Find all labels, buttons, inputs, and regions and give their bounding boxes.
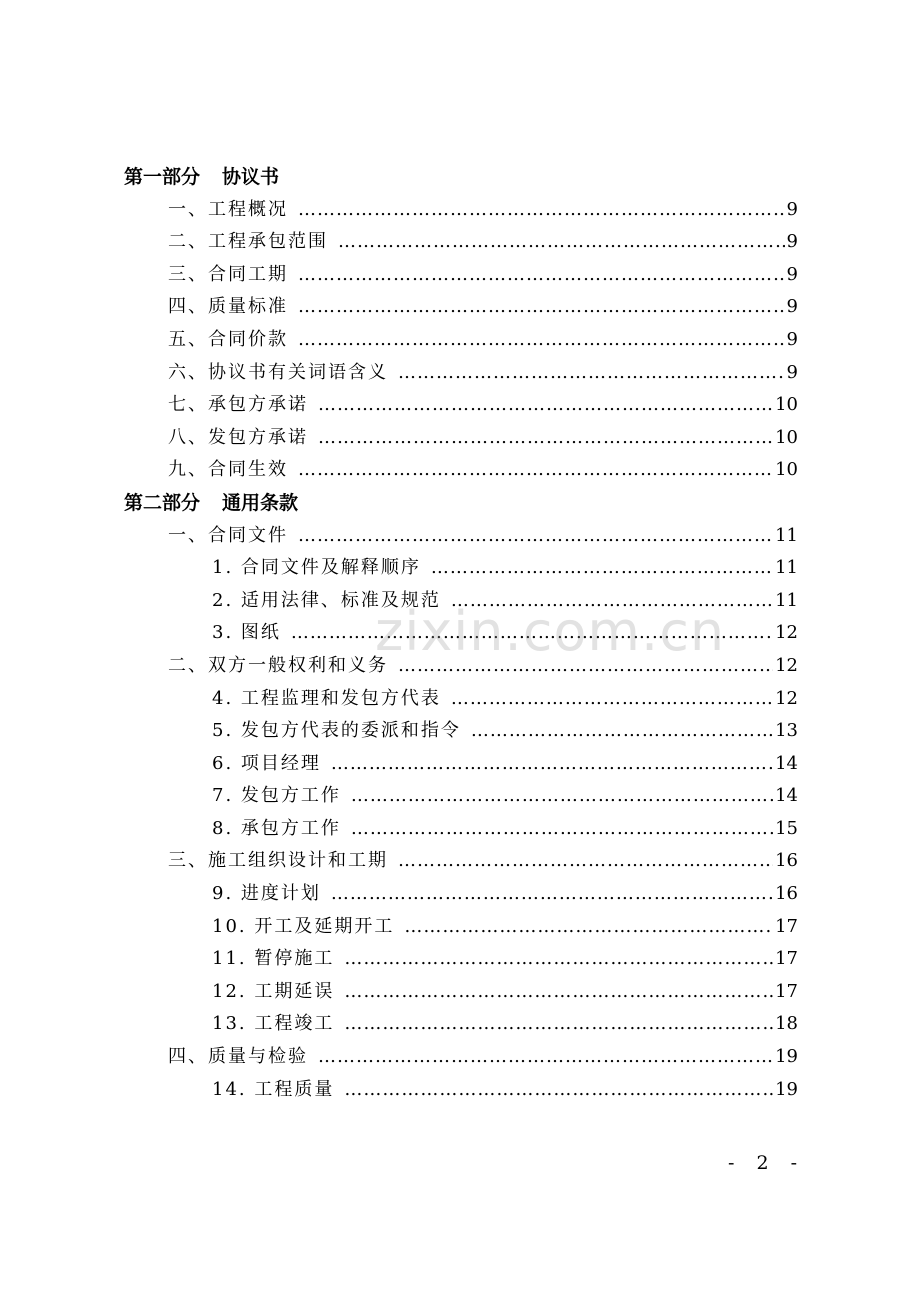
dot-leader — [344, 1074, 773, 1107]
toc-entry-label: 三、施工组织设计和工期 — [168, 850, 388, 872]
toc-entry-page: 13 — [775, 720, 798, 742]
toc-entry[interactable] — [124, 291, 798, 324]
toc-entry[interactable] — [124, 780, 798, 813]
toc-entry[interactable] — [124, 389, 798, 422]
toc-entry-label: 九、合同生效 — [168, 459, 288, 481]
toc-entry[interactable] — [124, 1074, 798, 1107]
toc-entry-page: 17 — [775, 915, 798, 937]
toc-entry-label: 六、协议书有关词语含义 — [168, 361, 388, 383]
toc-entry-label: 3. 图纸 — [212, 622, 281, 644]
toc-entry[interactable] — [124, 585, 798, 618]
toc-entry-label: 一、工程概况 — [168, 198, 288, 220]
dot-leader — [344, 943, 773, 976]
toc-entry-page: 14 — [775, 785, 798, 807]
toc-entry-page: 16 — [775, 883, 798, 905]
toc-entry-label: 7. 发包方工作 — [212, 785, 341, 807]
toc-entry[interactable] — [124, 422, 798, 455]
dot-leader — [351, 780, 773, 813]
dot-leader — [351, 813, 773, 846]
toc-entry-label: 1. 合同文件及解释顺序 — [212, 557, 421, 579]
toc-entry-label: 5. 发包方代表的委派和指令 — [212, 720, 461, 742]
part-number: 第一部分 — [124, 166, 201, 188]
toc-entry[interactable] — [124, 813, 798, 846]
toc-entry-label: 14. 工程质量 — [212, 1078, 335, 1100]
toc-entry[interactable] — [124, 552, 798, 585]
toc-entry-page: 19 — [775, 1046, 798, 1068]
watermark: zixin.com.cn — [375, 600, 726, 663]
toc-entry-label: 2. 适用法律、标准及规范 — [212, 589, 441, 611]
toc-entry-label: 二、工程承包范围 — [168, 231, 328, 253]
toc-entry-label: 9. 进度计划 — [212, 883, 321, 905]
toc-entry-page: 10 — [775, 459, 798, 481]
dot-leader — [298, 324, 785, 357]
part-heading — [124, 161, 798, 194]
toc-entry[interactable] — [124, 1041, 798, 1074]
dot-leader — [298, 194, 785, 227]
toc-entry-page: 17 — [775, 980, 798, 1002]
dot-leader — [298, 520, 773, 553]
toc-entry[interactable] — [124, 1008, 798, 1041]
toc-entry-label: 11. 暂停施工 — [212, 948, 335, 970]
table-of-contents — [124, 161, 798, 1106]
toc-entry-page: 9 — [786, 198, 798, 220]
dot-leader — [471, 715, 773, 748]
dot-leader — [398, 650, 773, 683]
toc-entry-page: 16 — [775, 850, 798, 872]
toc-entry-page: 11 — [775, 557, 798, 579]
dot-leader — [398, 845, 773, 878]
toc-entry-label: 二、双方一般权利和义务 — [168, 654, 388, 676]
dot-leader — [298, 454, 773, 487]
dot-leader — [431, 552, 773, 585]
toc-entry-page: 9 — [786, 361, 798, 383]
toc-entry[interactable] — [124, 748, 798, 781]
toc-entry[interactable] — [124, 650, 798, 683]
toc-entry[interactable] — [124, 911, 798, 944]
toc-entry[interactable] — [124, 683, 798, 716]
toc-entry[interactable] — [124, 520, 798, 553]
toc-entry-label: 8. 承包方工作 — [212, 817, 341, 839]
part-heading — [124, 487, 798, 520]
toc-entry-page: 14 — [775, 752, 798, 774]
toc-entry[interactable] — [124, 194, 798, 227]
toc-entry-page: 10 — [775, 426, 798, 448]
dot-leader — [298, 259, 785, 292]
toc-entry-label: 五、合同价款 — [168, 328, 288, 350]
toc-entry[interactable] — [124, 943, 798, 976]
toc-entry-label: 七、承包方承诺 — [168, 394, 308, 416]
toc-entry-page: 10 — [775, 394, 798, 416]
toc-entry-page: 12 — [775, 654, 798, 676]
toc-entry-label: 4. 工程监理和发包方代表 — [212, 687, 441, 709]
toc-entry[interactable] — [124, 357, 798, 390]
toc-entry-page: 19 — [775, 1078, 798, 1100]
toc-entry[interactable] — [124, 715, 798, 748]
toc-entry-page: 9 — [786, 263, 798, 285]
toc-entry[interactable] — [124, 878, 798, 911]
toc-entry[interactable] — [124, 976, 798, 1009]
toc-entry[interactable] — [124, 454, 798, 487]
dot-leader — [291, 617, 773, 650]
toc-entry-label: 四、质量标准 — [168, 296, 288, 318]
toc-entry-page: 9 — [786, 231, 798, 253]
toc-entry-page: 11 — [775, 524, 798, 546]
part-entries — [124, 194, 798, 487]
page-number: - 2 - — [728, 1152, 806, 1174]
dot-leader — [298, 291, 785, 324]
toc-entry-page: 17 — [775, 948, 798, 970]
toc-entry-page: 15 — [775, 817, 798, 839]
part-title: 通用条款 — [222, 491, 299, 514]
dot-leader — [318, 422, 773, 455]
toc-entry-page: 12 — [775, 687, 798, 709]
dot-leader — [318, 1041, 773, 1074]
part-number: 第二部分 — [124, 491, 201, 514]
toc-entry-page: 9 — [786, 328, 798, 350]
dot-leader — [338, 226, 785, 259]
toc-entry[interactable] — [124, 845, 798, 878]
toc-entry-page: 11 — [775, 589, 798, 611]
toc-entry-page: 12 — [775, 622, 798, 644]
toc-entry-label: 四、质量与检验 — [168, 1046, 308, 1068]
dot-leader — [318, 389, 773, 422]
toc-entry[interactable] — [124, 259, 798, 292]
dot-leader — [404, 911, 773, 944]
toc-entry-label: 13. 工程竣工 — [212, 1013, 335, 1035]
toc-entry-label: 一、合同文件 — [168, 524, 288, 546]
toc-entry-label: 6. 项目经理 — [212, 752, 321, 774]
dot-leader — [344, 1008, 773, 1041]
dot-leader — [344, 976, 773, 1009]
dot-leader — [398, 357, 785, 390]
dot-leader — [331, 878, 773, 911]
toc-entry-label: 12. 工期延误 — [212, 980, 335, 1002]
toc-entry-label: 10. 开工及延期开工 — [212, 915, 395, 937]
toc-entry[interactable] — [124, 226, 798, 259]
toc-entry[interactable] — [124, 324, 798, 357]
part-title: 协议书 — [222, 166, 280, 188]
toc-entry-label: 三、合同工期 — [168, 263, 288, 285]
part-entries — [124, 520, 798, 1107]
toc-entry-page: 18 — [775, 1013, 798, 1035]
dot-leader — [331, 748, 773, 781]
toc-entry-page: 9 — [786, 296, 798, 318]
toc-entry-label: 八、发包方承诺 — [168, 426, 308, 448]
dot-leader — [451, 683, 773, 716]
toc-entry[interactable] — [124, 617, 798, 650]
dot-leader — [451, 585, 773, 618]
